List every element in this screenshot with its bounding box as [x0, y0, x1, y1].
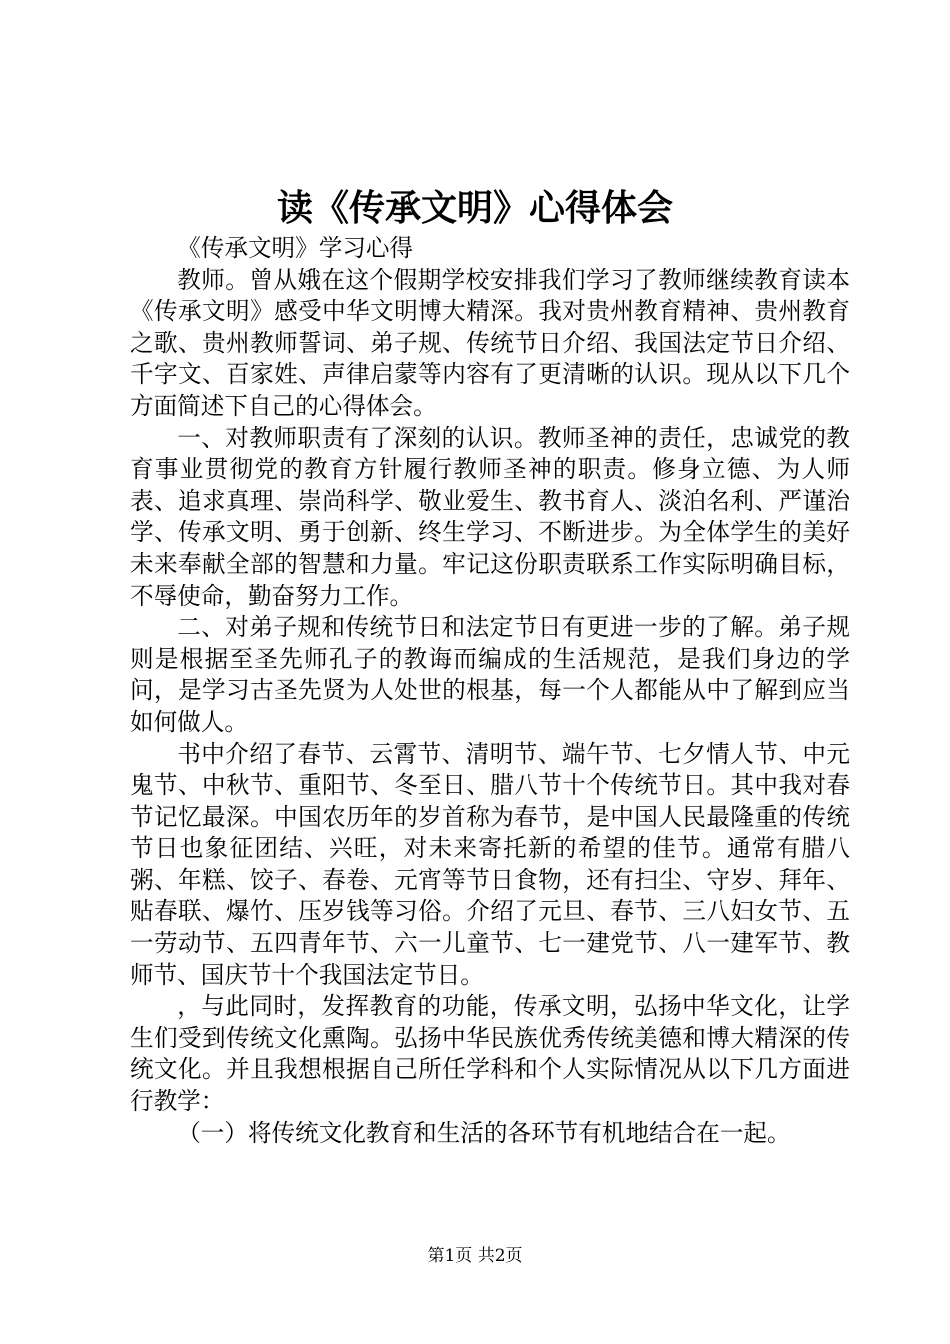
paragraph-section-1: 一、对教师职责有了深刻的认识。教师圣神的责任，忠诚党的教育事业贯彻党的教育方针履行教师圣神的职责。修身立德、为人师表、追求真理、崇尚科学、敬业爱生、教书育人、淡泊名利、严谨治学、传承文明、勇于创新、终生学习、不断进步。为全体学生的美好未来奉献全部的智慧和力量。牢记这份职责联系工作实际明确目标，不辱使命，勤奋努力工作。 [130, 423, 850, 610]
paragraph-education: ，与此同时，发挥教育的功能，传承文明，弘扬中华文化，让学生们受到传统文化熏陶。弘扬中华民族优秀传统美德和博大精深的传统文化。并且我想根据自己所任学科和个人实际情况从以下几方面进行教学： [130, 992, 850, 1116]
paragraph-subtitle: 《传承文明》学习心得 [177, 234, 414, 262]
paragraph-intro: 教师。曾从娥在这个假期学校安排我们学习了教师继续教育读本《传承文明》感受中华文明博大精深。我对贵州教育精神、贵州教育之歌、贵州教师誓词、弟子规、传统节日介绍、我国法定节日介绍、千字文、百家姓、声律启蒙等内容有了更清晰的认识。现从以下几个方面简述下自己的心得体会。 [130, 265, 850, 420]
document-body [130, 233, 850, 1149]
page-number-footer: 第1页 共2页 [427, 1246, 523, 1266]
paragraph-festivals: 书中介绍了春节、云霄节、清明节、端午节、七夕情人节、中元鬼节、中秋节、重阳节、冬至日、腊八节十个传统节日。其中我对春节记忆最深。中国农历年的岁首称为春节，是中国人民最隆重的传统节日也象征团结、兴旺，对未来寄托新的希望的佳节。通常有腊八粥、年糕、饺子、春卷、元宵等节日食物，还有扫尘、守岁、拜年、贴春联、爆竹、压岁钱等习俗。介绍了元旦、春节、三八妇女节、五一劳动节、五四青年节、六一儿童节、七一建党节、八一建军节、教师节、国庆节十个我国法定节日。 [130, 739, 850, 989]
paragraph-item-1: （一）将传统文化教育和生活的各环节有机地结合在一起。 [177, 1118, 791, 1147]
document-title: 读《传承文明》心得体会 [276, 187, 673, 229]
paragraph-section-2: 二、对弟子规和传统节日和法定节日有更进一步的了解。弟子规则是根据至圣先师孔子的教诲而编成的生活规范，是我们身边的学问，是学习古圣先贤为人处世的根基，每一个人都能从中了解到应当如何做人。 [130, 613, 850, 736]
